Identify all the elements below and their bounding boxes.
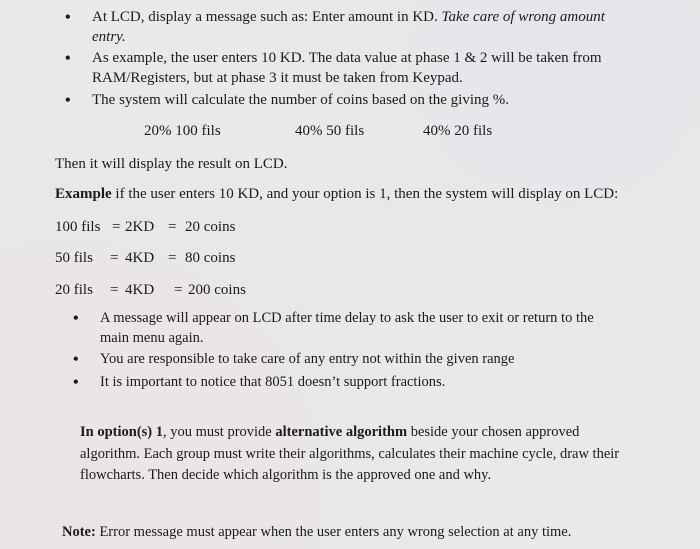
option-label: In option(s) 1 [80,424,163,440]
option-text-2: beside your chosen approved [407,424,580,440]
bullet-range [100,350,514,369]
option-paragraph-line3: flowcharts. Then decide which algorithm is the approved one and why. [80,467,492,483]
bullet-time-delay [100,309,594,328]
example-label: Example [55,186,112,202]
result-count: 20 coins [185,219,236,235]
bullet-time-delay-line2: main menu again. [100,330,204,346]
result-count: 200 coins [188,282,246,298]
alternative-algorithm: alternative algorithm [275,424,408,440]
note-line [62,523,571,542]
bullet-calculate [92,91,509,110]
result-eq1: = [110,250,119,266]
result-row-50 [55,249,355,268]
result-kd: 4KD [125,250,155,266]
bullet-example-input-line2: RAM/Registers, but at phase 3 it must be taken from Keypad. [92,70,463,86]
bullet-example-input-line1: As example, the user enters 10 KD. The data value at phase 1 & 2 will be taken from [92,50,602,66]
option-paragraph-line1 [80,423,579,442]
bullet-fractions-text: It is important to notice that 8051 doesn’t support fractions. [100,374,446,390]
result-eq1: = [110,282,119,298]
result-kd: 4KD [125,282,155,298]
result-row-100 [55,218,355,237]
result-kd: 2KD [125,219,155,235]
bullet-example-input [92,49,602,68]
example-line [55,185,618,204]
note-text: Error message must appear when the user enters any wrong selection at any time. [95,524,572,540]
example-text: if the user enters 10 KD, and your option is 1, then the system will display on LCD: [111,186,619,202]
result-coin: 100 fils [55,219,101,235]
bullet-lcd-message [92,8,605,27]
note-label: Note: [62,524,96,540]
bullet-example-input-cont [92,69,463,88]
bullet-lcd-message-cont [92,28,126,47]
percentage-20-fils: 40% 20 fils [423,123,493,139]
bullet-calculate-text: The system will calculate the number of coins based on the giving %. [92,92,509,108]
result-count: 80 coins [185,250,236,266]
result-row-20 [55,281,355,300]
result-eq2: = [168,219,177,235]
bullet-lcd-message-italic: Take care of wrong amount [441,9,605,25]
percentage-50-fils: 40% 50 fils [295,123,365,139]
percentage-100-fils: 20% 100 fils [144,123,221,139]
result-eq2: = [174,282,183,298]
result-coin: 20 fils [55,282,93,298]
result-eq1: = [112,219,121,235]
bullet-fractions [100,373,445,392]
bullet-lcd-message-italic-2: entry. [92,29,126,45]
then-display-text: Then it will display the result on LCD. [55,156,288,172]
bullet-time-delay-cont [100,329,203,348]
option-paragraph-line2: algorithm. Each group must write their algorithms, calculates their machine cycle, draw their [80,446,620,462]
bullet-time-delay-line1: A message will appear on LCD after time delay to ask the user to exit or return to the [100,310,594,326]
bullet-range-text: You are responsible to take care of any entry not within the given range [100,351,515,367]
option-text-1: , you must provide [163,424,276,440]
result-coin: 50 fils [55,250,93,266]
result-eq2: = [168,250,177,266]
bullet-lcd-message-text: At LCD, display a message such as: Enter amount in KD. [92,9,442,25]
